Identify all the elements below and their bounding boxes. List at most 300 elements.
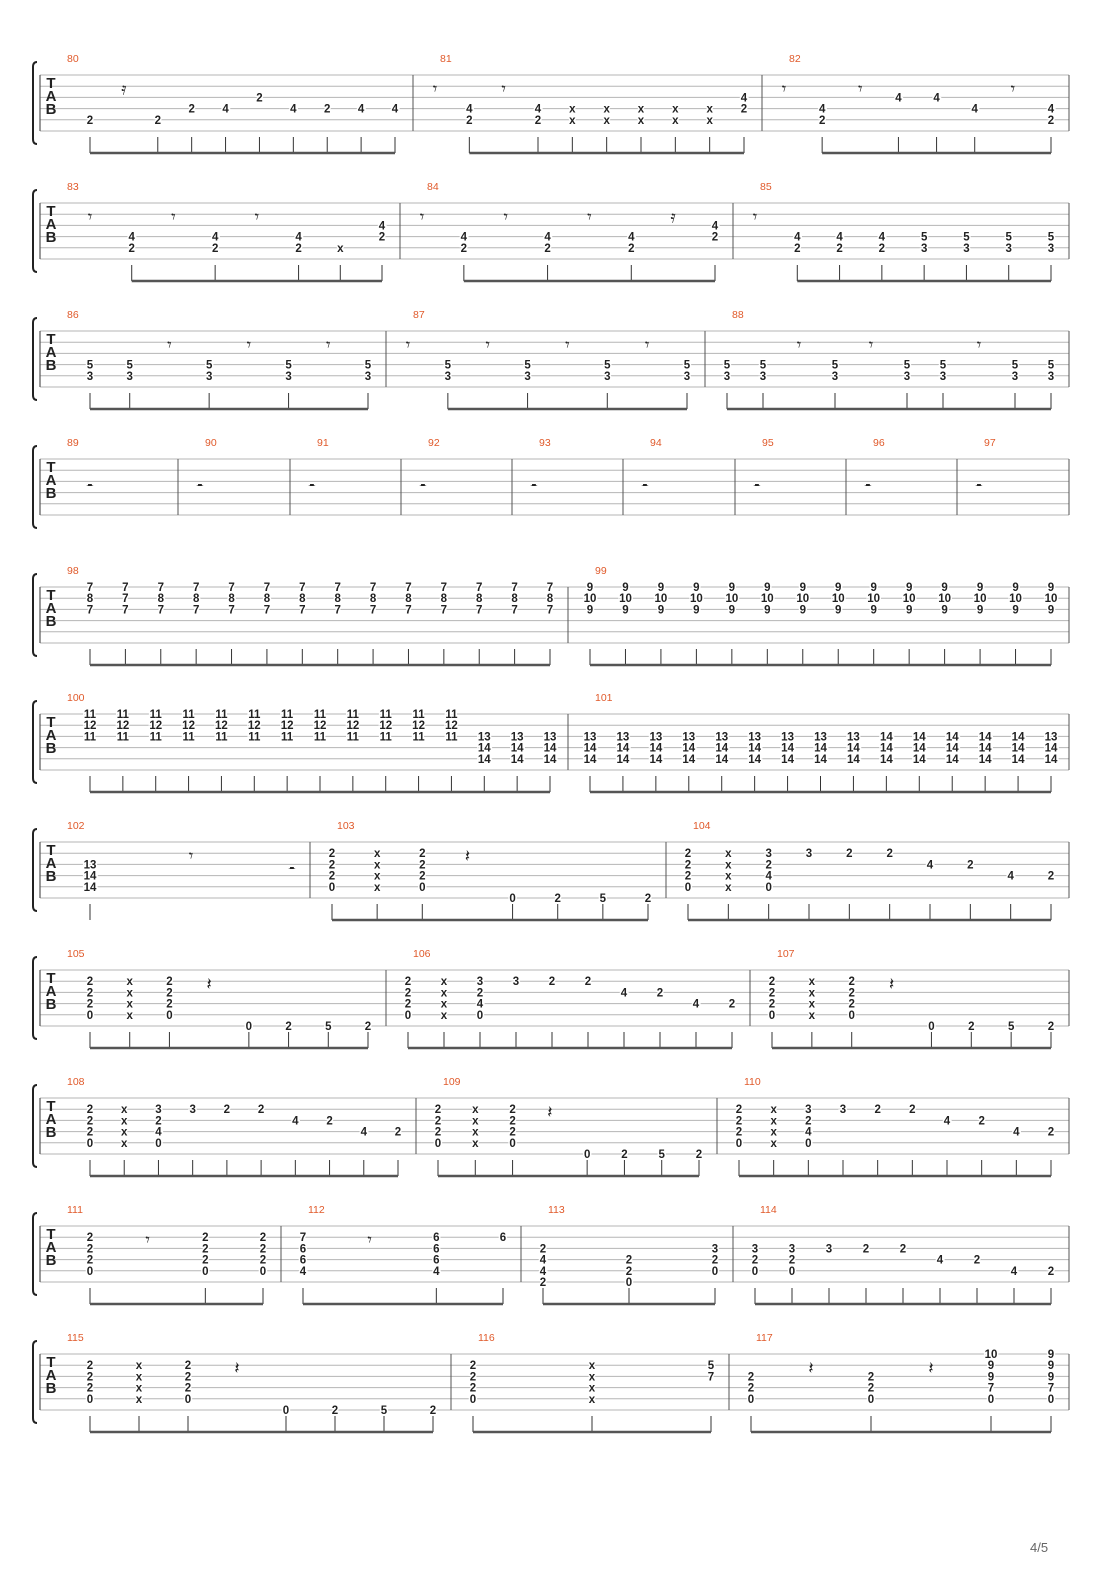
fret-number: 0 [245, 1021, 253, 1033]
tab-system [33, 1204, 1069, 1304]
fret-number: 14 [814, 742, 827, 755]
fret-number: 11 [149, 731, 162, 744]
fret-number: 4 [476, 998, 484, 1011]
fret-number: 8 [369, 593, 377, 606]
measure-number: 80 [67, 53, 79, 65]
fret-number: 8 [228, 593, 235, 606]
fret-number: 5 [920, 231, 928, 244]
tab-clef-letter: A [45, 88, 57, 105]
fret-number: 11 [379, 709, 392, 721]
fret-number: 9 [657, 604, 665, 617]
fret-number: 14 [978, 731, 992, 744]
fret-number: 9 [622, 582, 629, 594]
fret-number: 3 [939, 370, 947, 383]
fret-number: 2 [469, 1371, 477, 1384]
fret-number: 2 [886, 848, 893, 861]
fret-number: 9 [835, 604, 842, 617]
fret-number: 5 [1011, 359, 1019, 372]
rest: 𝄼 [641, 476, 649, 497]
fret-number: 2 [295, 242, 302, 255]
fret-number: 2 [378, 231, 386, 244]
fret-number: 3 [788, 1243, 796, 1256]
fret-number: 14 [945, 742, 959, 755]
measure-number: 117 [756, 1332, 773, 1344]
system-bracket [33, 957, 37, 1039]
fret-number: 14 [616, 753, 630, 766]
fret-number: 10 [760, 593, 774, 606]
fret-number: 0 [155, 1137, 162, 1150]
fret-number: 2 [86, 1115, 94, 1128]
fret-number: 2 [128, 242, 135, 255]
rest: 𝄾 [87, 207, 93, 228]
tab-clef-letter: B [45, 613, 57, 630]
fret-number: 12 [379, 720, 393, 733]
fret-number: 2 [735, 1126, 743, 1139]
fret-number: 13 [847, 731, 860, 744]
fret-number: 3 [126, 370, 133, 383]
rest: 𝄼 [419, 476, 427, 497]
fret-number: 14 [715, 753, 729, 766]
fret-number: 7 [1047, 1382, 1055, 1395]
fret-number: 10 [867, 593, 881, 606]
fret-number: 2 [419, 848, 426, 861]
fret-number: 4 [836, 231, 843, 244]
measure-number: 91 [317, 437, 329, 449]
fret-number: 7 [122, 593, 129, 606]
fret-number: 0 [848, 1009, 855, 1022]
fret-number: 0 [166, 1009, 173, 1022]
fret-number: 9 [987, 1360, 995, 1373]
fret-number: 2 [434, 1115, 442, 1128]
fret-number: 11 [116, 731, 129, 744]
fret-number: 2 [768, 976, 776, 989]
fret-number: 7 [707, 1371, 715, 1384]
fret-number: 5 [723, 359, 731, 372]
tab-system [33, 948, 1069, 1048]
measure-number: 98 [67, 565, 79, 577]
fret-number: 8 [299, 593, 306, 606]
fret-number: 5 [683, 359, 691, 372]
fret-number: 8 [440, 593, 448, 606]
system-bracket [33, 1085, 37, 1167]
fret-number: 13 [543, 731, 557, 744]
fret-number: 2 [695, 1149, 703, 1161]
fret-number: 9 [657, 582, 665, 594]
fret-number: 14 [1044, 742, 1058, 755]
fret-number: 7 [299, 1232, 307, 1245]
fret-number: 0 [476, 1009, 484, 1022]
fret-number: 3 [524, 370, 531, 383]
fret-number: 3 [155, 1104, 162, 1117]
measure-number: 113 [548, 1204, 565, 1216]
fret-number: 2 [256, 92, 263, 105]
fret-number: 4 [1047, 103, 1055, 116]
fret-number: 10 [938, 593, 952, 606]
fret-number: 11 [281, 731, 294, 744]
fret-number: 12 [116, 720, 130, 733]
fret-number: 6 [299, 1254, 307, 1267]
tab-clef-letter: A [45, 727, 57, 744]
fret-number: 5 [604, 359, 611, 372]
tab-system [33, 692, 1069, 792]
rest: 𝄼 [308, 476, 316, 497]
fret-number: 5 [524, 359, 531, 372]
fret-number: x [440, 976, 448, 989]
fret-number: x [126, 976, 133, 989]
fret-number: 11 [445, 731, 458, 744]
fret-number: 2 [539, 1243, 547, 1256]
fret-number: 2 [909, 1104, 916, 1117]
fret-number: 2 [874, 1104, 881, 1117]
rest: 𝄾 [565, 335, 570, 356]
fret-number: 14 [649, 742, 663, 755]
measure-number: 108 [67, 1076, 85, 1088]
fret-number: x [121, 1104, 128, 1117]
fret-number: 5 [939, 359, 947, 372]
fret-number: 14 [781, 742, 794, 755]
fret-number: 4 [765, 870, 772, 883]
fret-number: 10 [902, 593, 916, 606]
fret-number: 2 [867, 1382, 875, 1395]
tab-system [33, 820, 1069, 920]
fret-number: 2 [509, 1104, 516, 1117]
fret-number: 8 [546, 593, 554, 606]
fret-number: 4 [895, 92, 902, 105]
measure-number: 82 [789, 53, 801, 65]
fret-number: 13 [748, 731, 762, 744]
fret-number: 2 [476, 987, 484, 1000]
fret-number: 2 [434, 1104, 442, 1117]
rest: 𝄼 [753, 476, 761, 497]
fret-number: x [472, 1104, 479, 1117]
measure-number: 83 [67, 181, 79, 193]
measure-number: 116 [478, 1332, 495, 1344]
fret-number: 14 [83, 881, 97, 894]
fret-number: x [603, 114, 610, 127]
measure-number: 107 [777, 948, 795, 960]
measure-number: 106 [413, 948, 431, 960]
fret-number: 14 [912, 731, 926, 744]
fret-number: 2 [328, 848, 336, 861]
fret-number: 14 [945, 731, 959, 744]
fret-number: 2 [794, 242, 801, 255]
tab-clef-letter: B [45, 1380, 57, 1397]
fret-number: 4 [971, 103, 978, 116]
fret-number: x [706, 114, 713, 127]
fret-number: 11 [116, 709, 129, 721]
fret-number: 5 [1007, 1021, 1015, 1033]
fret-number: x [588, 1371, 596, 1384]
fret-number: 14 [978, 753, 992, 766]
fret-number: 2 [166, 976, 173, 989]
fret-number: 2 [554, 893, 561, 905]
fret-number: 2 [86, 998, 94, 1011]
fret-number: 0 [788, 1265, 796, 1278]
fret-number: 3 [604, 370, 611, 383]
fret-number: 9 [1012, 582, 1019, 594]
fret-number: 13 [814, 731, 827, 744]
fret-number: 11 [379, 731, 392, 744]
fret-number: 14 [781, 753, 794, 766]
fret-number: 9 [941, 604, 948, 617]
fret-number: 9 [870, 582, 877, 594]
fret-number: 4 [290, 103, 297, 116]
rest: 𝄼 [864, 476, 872, 497]
fret-number: 2 [166, 998, 173, 1011]
fret-number: x [121, 1126, 128, 1139]
fret-number: 4 [711, 220, 719, 233]
fret-number: x [808, 998, 816, 1011]
tab-clef-letter: A [45, 600, 57, 617]
fret-number: x [808, 976, 816, 989]
fret-number: 4 [794, 231, 801, 244]
fret-number: 4 [292, 1115, 299, 1128]
fret-number: x [135, 1371, 143, 1384]
tab-clef-letter: T [46, 1354, 56, 1371]
fret-number: 7 [334, 582, 341, 594]
measure-number: 104 [693, 820, 711, 832]
fret-number: 2 [684, 859, 692, 872]
tab-system [33, 53, 1069, 153]
rest: 𝄾 [781, 79, 787, 100]
fret-number: 0 [765, 881, 772, 894]
fret-number: 6 [299, 1243, 307, 1256]
fret-number: 12 [346, 720, 360, 733]
fret-number: 12 [412, 720, 425, 733]
fret-number: 4 [222, 103, 229, 116]
fret-number: 9 [987, 1371, 995, 1384]
fret-number: 7 [476, 582, 483, 594]
fret-number: 2 [509, 1115, 516, 1128]
fret-number: 2 [419, 859, 426, 872]
tab-clef-letter: A [45, 1111, 57, 1128]
rest: 𝄾 [858, 79, 863, 100]
rest: 𝄼 [288, 859, 296, 880]
measure-number: 111 [67, 1204, 83, 1216]
fret-number: 9 [1047, 604, 1055, 617]
fret-number: 14 [879, 753, 893, 766]
fret-number: 4 [391, 103, 399, 116]
fret-number: 7 [157, 582, 164, 594]
fret-number: 9 [1047, 1371, 1055, 1384]
fret-number: 2 [434, 1126, 442, 1139]
tab-system [33, 309, 1069, 409]
fret-number: 2 [625, 1254, 633, 1267]
fret-number: 4 [943, 1115, 951, 1128]
fret-number: 5 [86, 359, 94, 372]
fret-number: 14 [748, 742, 762, 755]
measure-number: 114 [760, 1204, 777, 1216]
fret-number: 7 [476, 604, 483, 617]
rest: 𝄾 [752, 207, 758, 228]
fret-number: 9 [764, 582, 771, 594]
fret-number: 3 [711, 1243, 719, 1256]
fret-number: 9 [1047, 1349, 1055, 1361]
tab-clef-letter: T [46, 203, 56, 220]
fret-number: 13 [682, 731, 696, 744]
fret-number: 2 [539, 1277, 547, 1289]
fret-number: 2 [326, 1115, 333, 1128]
fret-number: 2 [862, 1243, 870, 1256]
fret-number: 9 [799, 582, 806, 594]
rest: 𝄾 [167, 335, 172, 356]
fret-number: 0 [583, 1149, 591, 1161]
rest: 𝄾 [976, 335, 982, 356]
fret-number: 9 [622, 604, 629, 617]
fret-number: 2 [419, 870, 426, 883]
measure-number: 100 [67, 692, 85, 704]
fret-number: 7 [122, 604, 129, 617]
fret-number: x [770, 1115, 777, 1128]
fret-number: 10 [973, 593, 987, 606]
system-bracket [33, 318, 37, 400]
fret-number: 0 [735, 1137, 743, 1150]
fret-number: 11 [346, 731, 359, 744]
fret-number: 2 [328, 859, 336, 872]
tab-system [33, 181, 1069, 281]
fret-number: 3 [512, 976, 520, 989]
fret-number: 10 [689, 593, 703, 606]
fret-number: 3 [1011, 370, 1019, 383]
fret-number: x [126, 1009, 133, 1022]
fret-number: x [672, 114, 679, 127]
fret-number: 9 [905, 604, 913, 617]
fret-number: 10 [831, 593, 845, 606]
rest: 𝄾 [503, 207, 508, 228]
fret-number: 7 [440, 582, 448, 594]
fret-number: x [440, 1009, 448, 1022]
fret-number: 5 [707, 1360, 715, 1373]
fret-number: 3 [364, 370, 372, 383]
fret-number: x [588, 1382, 596, 1395]
fret-number: 14 [879, 742, 893, 755]
measure-number: 92 [428, 437, 440, 449]
measure-number: 115 [67, 1332, 84, 1344]
system-bracket [33, 62, 37, 144]
fret-number: 4 [805, 1126, 812, 1139]
fret-number: 0 [509, 893, 516, 905]
fret-number: 3 [1047, 370, 1055, 383]
tab-clef-letter: B [45, 996, 57, 1013]
fret-number: 0 [805, 1137, 812, 1150]
tab-system [33, 1076, 1069, 1176]
fret-number: 11 [83, 709, 97, 721]
fret-number: 0 [404, 1009, 412, 1022]
fret-number: x [337, 242, 344, 255]
fret-number: 13 [583, 731, 597, 744]
fret-number: 14 [682, 742, 696, 755]
rest: 𝄾 [405, 335, 411, 356]
fret-number: 12 [83, 720, 97, 733]
fret-number: 2 [899, 1243, 907, 1256]
fret-number: 2 [86, 987, 94, 1000]
fret-number: 9 [693, 582, 700, 594]
rest: 𝄾 [485, 335, 490, 356]
fret-number: 7 [334, 604, 341, 617]
fret-number: 4 [211, 231, 219, 244]
fret-number: 7 [405, 582, 412, 594]
fret-number: 8 [192, 593, 200, 606]
fret-number: 2 [735, 1115, 743, 1128]
fret-number: 2 [788, 1254, 796, 1267]
fret-number: 7 [440, 604, 448, 617]
fret-number: 2 [848, 976, 855, 989]
fret-number: 2 [188, 103, 195, 116]
fret-number: 2 [765, 859, 772, 872]
fret-number: 2 [184, 1382, 192, 1395]
fret-number: x [373, 848, 381, 861]
fret-number: 14 [583, 742, 597, 755]
system-bracket [33, 701, 37, 783]
fret-number: x [603, 103, 610, 116]
fret-number: 10 [984, 1349, 998, 1361]
fret-number: x [725, 859, 732, 872]
fret-number: 13 [781, 731, 794, 744]
fret-number: 11 [215, 709, 228, 721]
fret-number: 5 [658, 1149, 665, 1161]
fret-number: x [135, 1393, 143, 1406]
fret-number: 9 [1047, 582, 1055, 594]
fret-number: 3 [831, 370, 839, 383]
fret-number: 3 [86, 370, 94, 383]
fret-number: 7 [299, 582, 306, 594]
fret-number: 7 [263, 582, 271, 594]
fret-number: 7 [86, 604, 94, 617]
fret-number: 2 [259, 1254, 267, 1267]
fret-number: 12 [182, 720, 195, 733]
fret-number: 2 [625, 1265, 633, 1278]
fret-number: 2 [621, 1149, 628, 1161]
fret-number: 12 [149, 720, 163, 733]
fret-number: x [373, 859, 381, 872]
fret-number: x [770, 1137, 777, 1150]
fret-number: 14 [510, 753, 524, 766]
fret-number: 9 [728, 604, 736, 617]
fret-number: 2 [684, 870, 692, 883]
fret-number: 0 [86, 1393, 94, 1406]
fret-number: 2 [1047, 1265, 1055, 1278]
fret-number: 7 [122, 582, 129, 594]
fret-number: x [135, 1360, 143, 1373]
fret-number: 2 [747, 1382, 755, 1395]
fret-number: 13 [477, 731, 491, 744]
fret-number: 2 [86, 1243, 94, 1256]
fret-number: 2 [978, 1115, 985, 1128]
tab-clef-letter: A [45, 472, 57, 489]
fret-number: x [440, 987, 448, 1000]
fret-number: 7 [511, 604, 518, 617]
fret-number: 14 [477, 742, 491, 755]
fret-number: 7 [228, 582, 235, 594]
rest: 𝄾 [326, 335, 331, 356]
fret-number: 0 [751, 1265, 759, 1278]
fret-number: 4 [433, 1265, 440, 1278]
fret-number: 2 [211, 242, 219, 255]
tab-clef-letter: B [45, 229, 57, 246]
fret-number: 2 [968, 1021, 975, 1033]
rest: 𝄾 [796, 335, 802, 356]
rest: 𝄿 [121, 79, 127, 100]
fret-number: 8 [334, 593, 341, 606]
fret-number: 4 [466, 103, 473, 116]
tab-clef-letter: T [46, 331, 56, 348]
fret-number: 14 [543, 742, 557, 755]
measure-number: 97 [984, 437, 996, 449]
fret-number: 2 [644, 893, 652, 905]
fret-number: 4 [878, 231, 886, 244]
fret-number: 14 [1011, 731, 1025, 744]
measure-number: 95 [762, 437, 774, 449]
